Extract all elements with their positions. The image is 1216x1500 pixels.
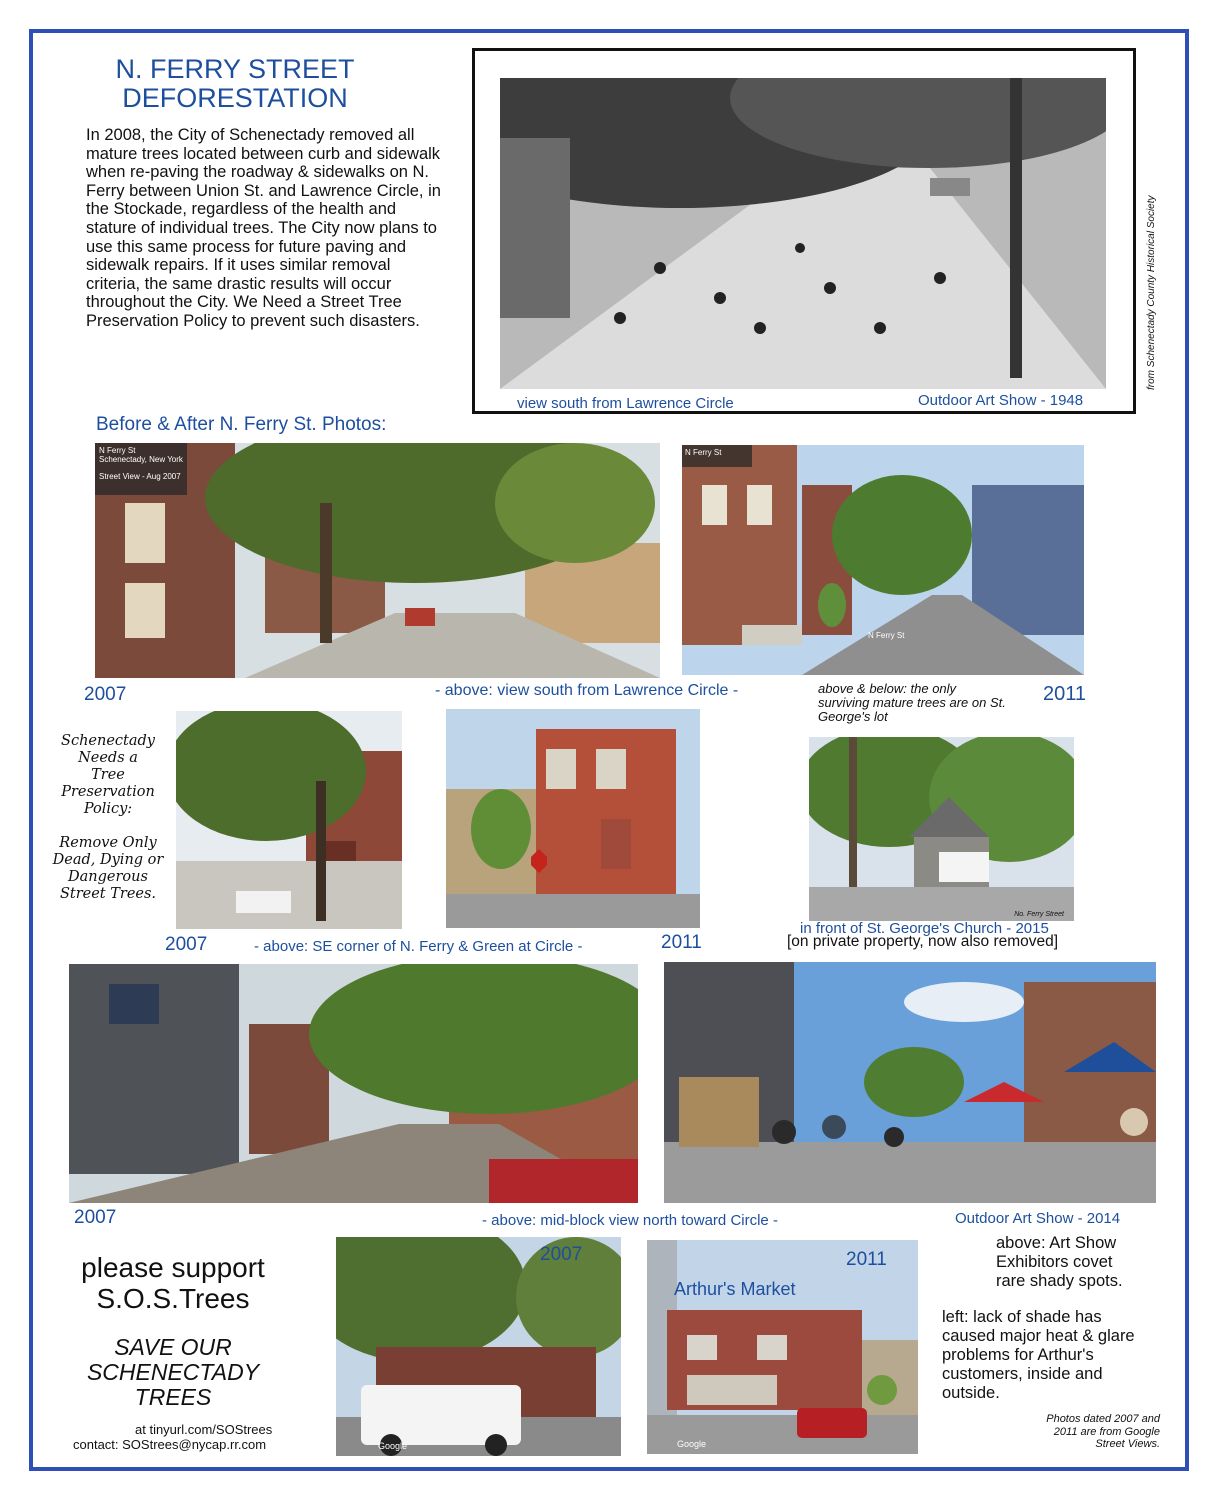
before-after-heading: Before & After N. Ferry St. Photos: (96, 414, 387, 435)
row3-caption-right: Outdoor Art Show - 2014 (955, 1210, 1121, 1227)
photo-credit-note: Photos dated 2007 and 2011 are from Google Street Views. (1046, 1413, 1160, 1450)
intro-paragraph: In 2008, the City of Schenectady removed all mature trees located between curb and sidewalk when re-paving the roadway & sidewalks on N. Ferry between Union St. and Lawrence Circle, in the Stockade, regardless of the health and stature of individual trees. The City now plans to use this same process for future paving and sidewalk repairs. If it uses similar removal criteria, the same drastic results will occur throughout the City. We Need a Street Tree Preservation Policy to prevent such disasters. (86, 126, 441, 330)
historic-photo-1948 (500, 78, 1106, 389)
support-line-2: S.O.S.Trees (96, 1283, 250, 1314)
photo-2007-arthurs-market (336, 1237, 621, 1456)
save-line-3: TREES (134, 1384, 212, 1410)
website-link[interactable]: at tinyurl.com/SOStrees (135, 1422, 273, 1437)
historic-photo-credit: from Schenectady County Historical Society (1146, 195, 1157, 390)
streetview-subtitle-2007: Schenectady, New York (99, 455, 183, 464)
photo-2007-se-corner (176, 711, 402, 929)
page-title (60, 55, 410, 113)
policy-line-2: Needs a (78, 750, 138, 766)
church-caption: in front of St. George's Church - 2015 (800, 920, 1049, 937)
church-note: [on private property, now also removed] (787, 933, 1059, 950)
row3-caption: - above: mid-block view north toward Circle - (482, 1212, 778, 1229)
streetview-header-2011: N Ferry St (682, 445, 752, 467)
footer-photo-2011-label: 2011 (846, 1249, 887, 1270)
row1-note: above & below: the only surviving mature trees are on St. George's lot (818, 681, 1006, 724)
historic-caption-right: Outdoor Art Show - 1948 (918, 392, 1084, 409)
policy-note (46, 733, 170, 903)
policy-line-5: Policy: (83, 801, 133, 817)
policy-line-7: Remove Only (59, 835, 157, 851)
streetview-road-label-2011: N Ferry St (868, 631, 905, 640)
church-sign-label: No. Ferry Street (1014, 911, 1064, 918)
photo-2014-art-show (664, 962, 1156, 1203)
save-line-1: SAVE OUR (114, 1334, 232, 1360)
row1-year-2011: 2011 (1043, 683, 1087, 705)
google-watermark-2007: Google (378, 1441, 408, 1451)
title-line-2: DEFORESTATION (122, 83, 348, 113)
policy-line-10: Street Trees. (59, 886, 157, 902)
row2-caption: - above: SE corner of N. Ferry & Green at Circle - (254, 938, 583, 955)
row2-year-2011: 2011 (661, 932, 702, 953)
support-line-1: please support (81, 1252, 265, 1283)
policy-line-4: Preservation (61, 784, 155, 800)
policy-line-8: Dead, Dying or (52, 852, 164, 868)
contact-email[interactable]: contact: SOStrees@nycap.rr.com (73, 1437, 267, 1452)
streetview-header-2007 (95, 443, 187, 495)
title-line-1: N. FERRY STREET (115, 54, 355, 84)
policy-line-9: Dangerous (68, 869, 148, 885)
arthurs-market-label: Arthur's Market (674, 1279, 796, 1299)
streetview-badge-2007: Street View - Aug 2007 (99, 472, 181, 481)
policy-line-1: Schenectady (61, 733, 155, 749)
policy-line-spacer (46, 818, 170, 835)
photo-2007-mid-block (69, 964, 638, 1203)
save-our-trees-slogan (58, 1335, 288, 1410)
historic-caption-left: view south from Lawrence Circle (517, 395, 734, 412)
photo-st-georges-church-2015 (809, 737, 1074, 921)
save-line-2: SCHENECTADY (86, 1359, 260, 1385)
arthurs-shade-note: left: lack of shade has caused major heat & glare problems for Arthur's customers, inside and outside. (942, 1308, 1135, 1402)
row3-year-2007: 2007 (74, 1207, 117, 1228)
support-text (58, 1252, 288, 1314)
row2-year-2007: 2007 (165, 934, 208, 955)
photo-2011-view-south (682, 445, 1084, 675)
photo-2011-arthurs-market (647, 1240, 918, 1454)
footer-photo-2007-label: 2007 (540, 1244, 583, 1265)
row1-year-2007: 2007 (84, 684, 127, 705)
row1-caption: - above: view south from Lawrence Circle - (435, 682, 739, 699)
google-watermark-2011: Google (677, 1439, 707, 1449)
art-show-shade-note: above: Art Show Exhibitors covet rare shady spots. (996, 1234, 1123, 1290)
policy-line-3: Tree (91, 767, 125, 783)
photo-2007-view-south (95, 443, 660, 678)
photo-2011-se-corner (446, 709, 700, 928)
streetview-title-2007: N Ferry St (99, 446, 136, 455)
